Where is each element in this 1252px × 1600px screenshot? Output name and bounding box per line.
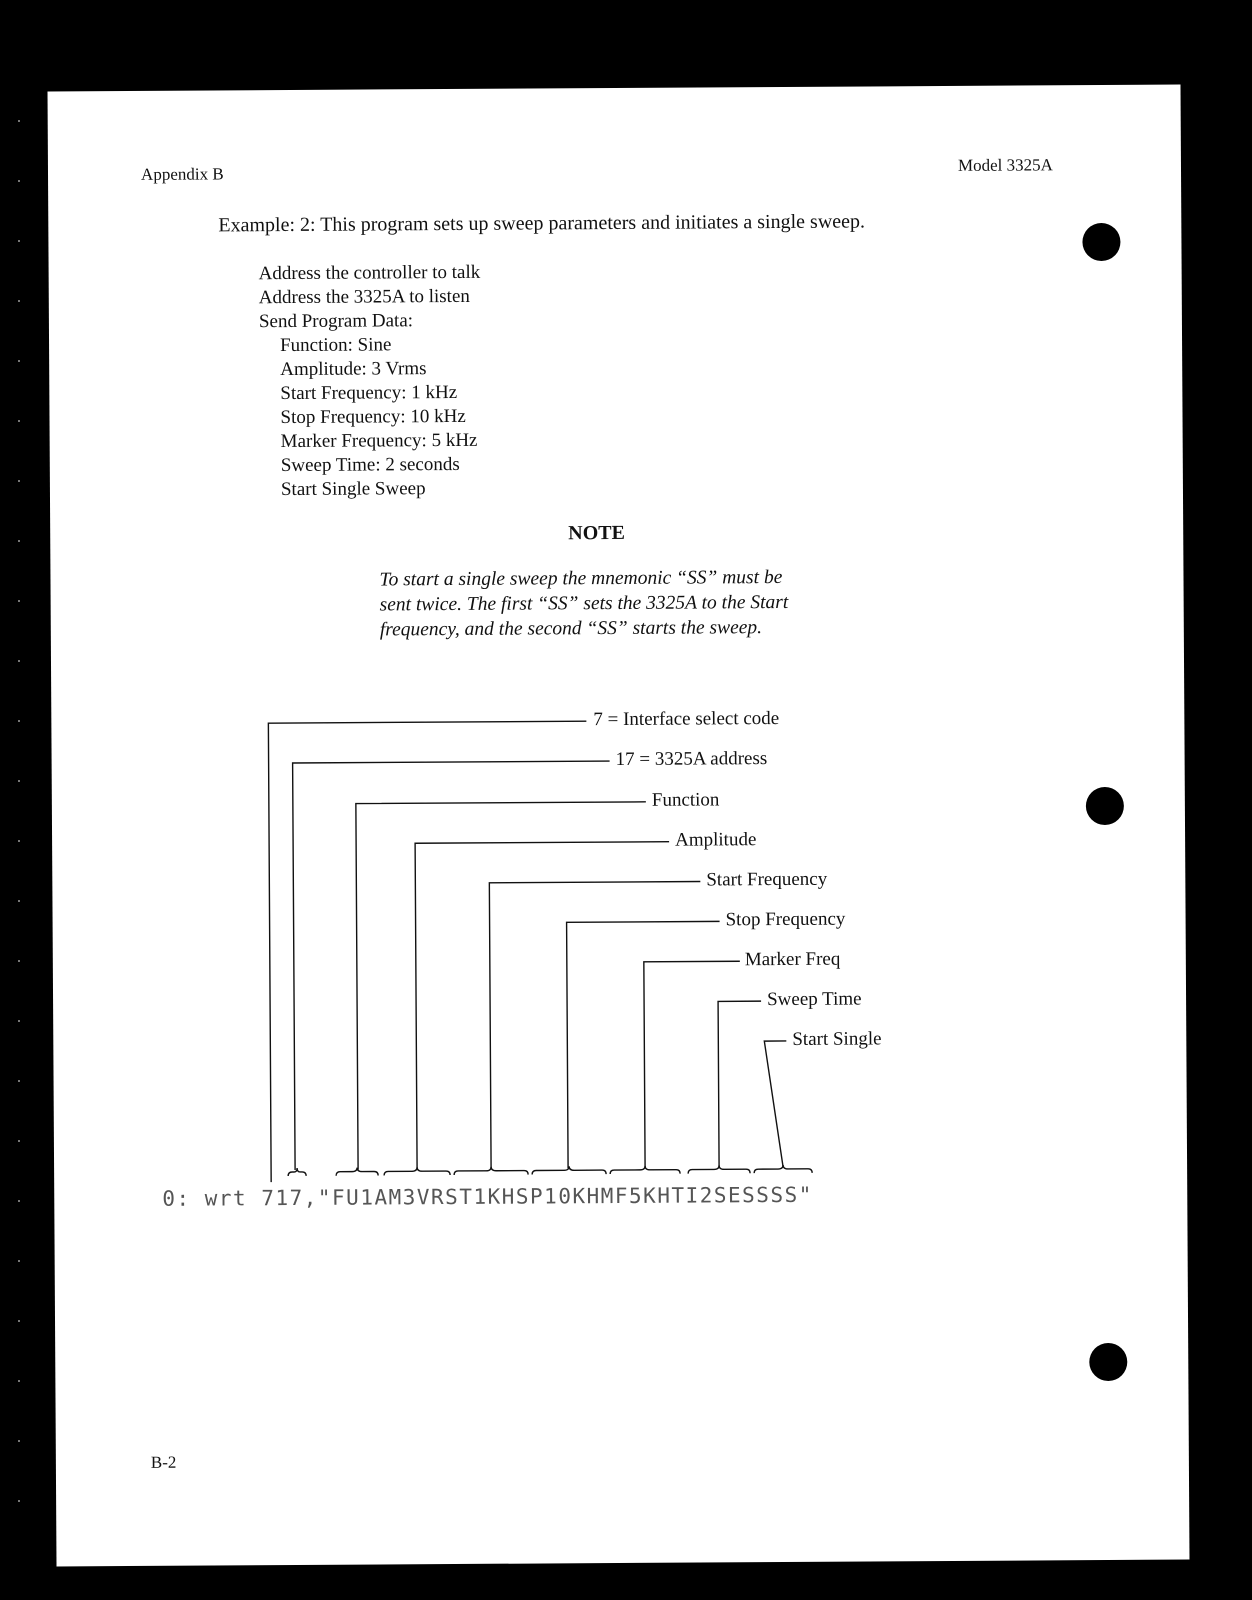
label-marker-freq: Marker Freq [744, 948, 841, 971]
binder-hole-bottom [1089, 1343, 1127, 1381]
brace-marker-freq [610, 1166, 680, 1174]
note-body: To start a single sweep the mnemonic “SS” must be sent twice. The first “SS” sets the 3325A to the Start frequency, and the second “SS” starts the sweep. [379, 566, 789, 641]
substep-line: Sweep Time: 2 seconds [280, 453, 460, 477]
label-function: Function [651, 789, 720, 811]
leader-sweep-time [718, 1001, 762, 1167]
brace-start-frequency [454, 1167, 528, 1175]
leader-function [356, 802, 648, 1170]
leader-marker-freq [644, 961, 741, 1168]
substep-line: Marker Frequency: 5 kHz [280, 429, 478, 453]
note-title: NOTE [568, 521, 625, 545]
substep-line: Amplitude: 3 Vrms [280, 358, 427, 381]
document-page [48, 85, 1190, 1567]
label-sweep-time: Sweep Time [767, 988, 862, 1011]
brace-stop-frequency [532, 1166, 606, 1174]
label-interface-code: 7 = Interface select code [593, 708, 780, 731]
header-appendix: Appendix B [140, 164, 224, 184]
label-address: 17 = 3325A address [615, 748, 768, 771]
substep-line: Start Frequency: 1 kHz [280, 381, 458, 405]
callout-diagram [48, 85, 1190, 1567]
substep-line: Stop Frequency: 10 kHz [280, 405, 466, 429]
leader-start-single [764, 1041, 787, 1167]
leader-interface-code [268, 721, 589, 1182]
leader-amplitude [415, 842, 671, 1170]
leader-address [293, 761, 612, 1170]
leader-start-frequency [489, 882, 702, 1169]
step-line: Address the controller to talk [258, 261, 481, 285]
brace-function [336, 1167, 378, 1175]
example-intro: Example: 2: This program sets up sweep parameters and initiates a single sweep. [218, 210, 866, 237]
binder-hole-middle [1086, 787, 1124, 825]
binder-hole-top [1082, 223, 1120, 261]
substep-line: Start Single Sweep [280, 478, 426, 501]
brace-address [288, 1168, 306, 1176]
program-code-line: 0: wrt 717,"FU1AM3VRST1KHSP10KHMF5KHTI2SESSSS" [162, 1182, 813, 1211]
brace-start-single [754, 1165, 812, 1173]
step-line: Address the 3325A to listen [258, 285, 470, 309]
brace-amplitude [384, 1167, 450, 1175]
brace-sweep-time [688, 1165, 750, 1173]
label-start-frequency: Start Frequency [706, 868, 828, 891]
label-amplitude: Amplitude [675, 829, 757, 851]
header-model: Model 3325A [957, 155, 1053, 175]
step-line: Send Program Data: [258, 310, 414, 333]
page-number: B-2 [150, 1452, 177, 1472]
substep-line: Function: Sine [279, 334, 392, 357]
label-start-single: Start Single [792, 1028, 882, 1050]
label-stop-frequency: Stop Frequency [725, 908, 846, 931]
